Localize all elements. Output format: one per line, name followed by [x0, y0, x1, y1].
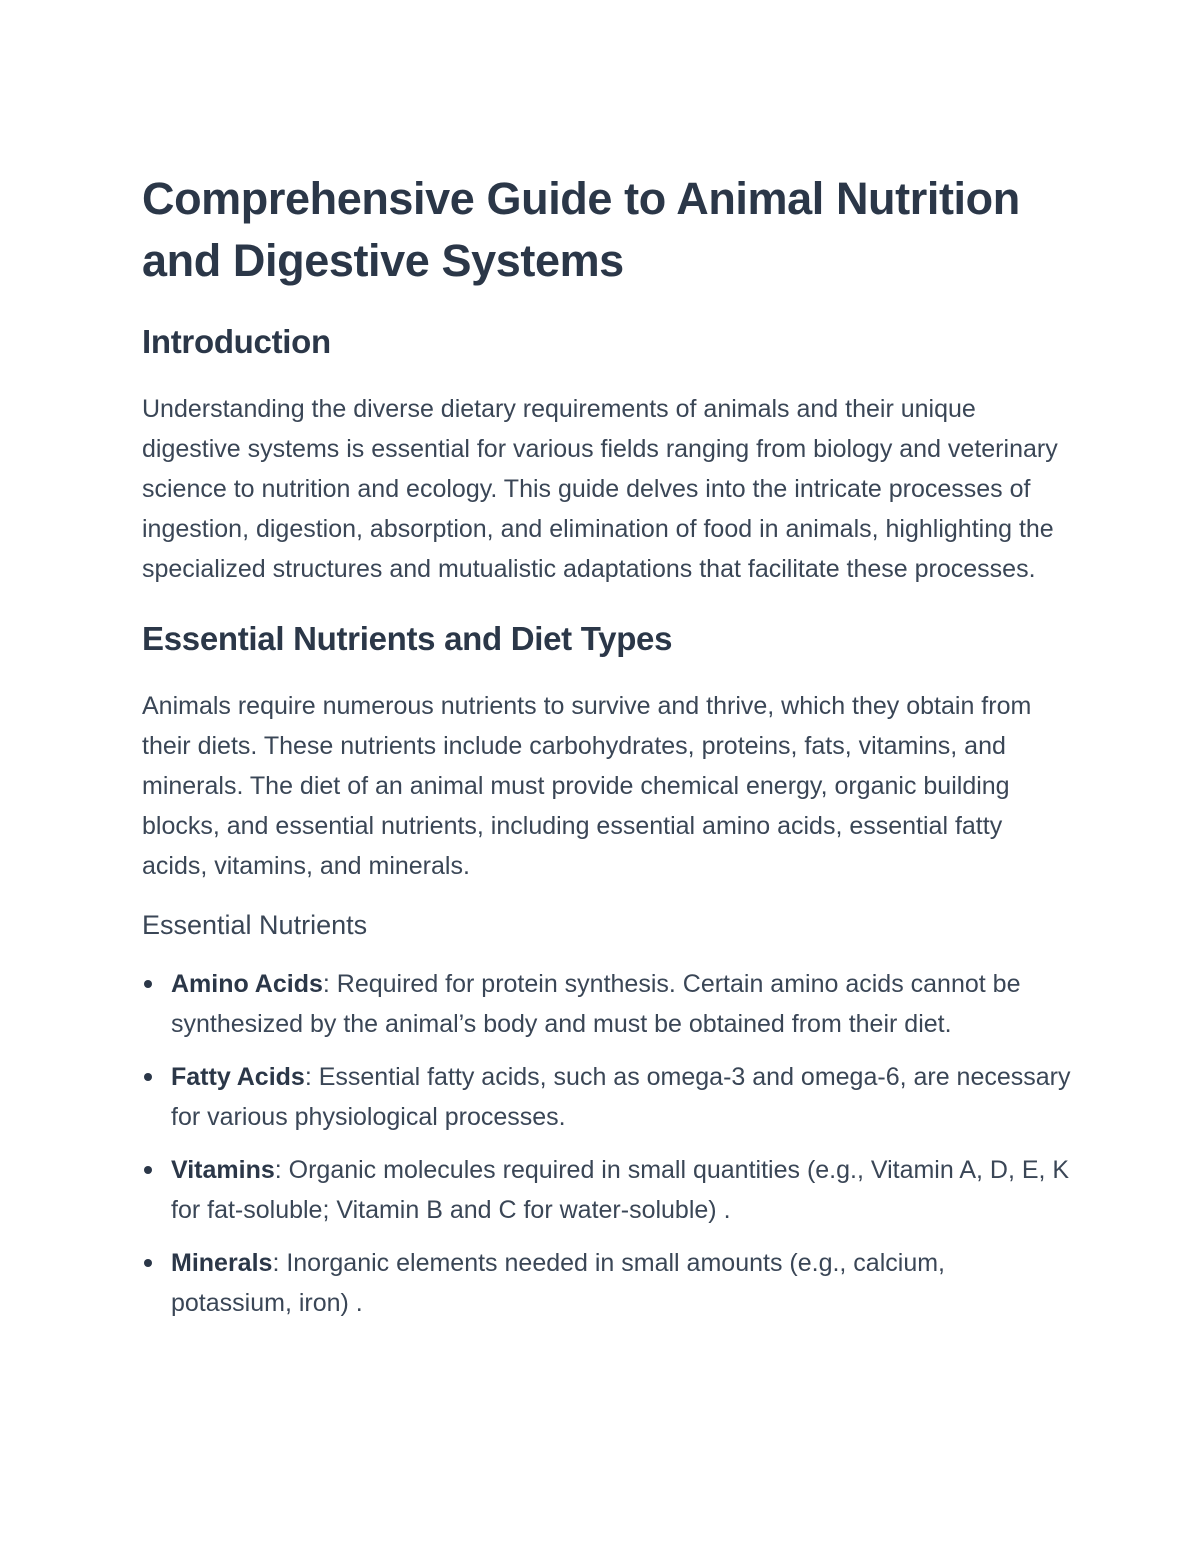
- list-item: [142, 1150, 1072, 1230]
- essential-nutrients-subheading: Essential Nutrients: [142, 910, 368, 940]
- nutrient-list: [142, 964, 1072, 1323]
- nutrient-term: Amino Acids: [171, 970, 323, 998]
- nutrient-term: Vitamins: [171, 1156, 275, 1184]
- document-title: Comprehensive Guide to Animal Nutrition and Digestive Systems: [142, 173, 1020, 286]
- list-item: [142, 1057, 1072, 1137]
- list-item: [142, 1243, 1072, 1323]
- nutrient-term: Minerals: [171, 1249, 273, 1277]
- nutrient-term: Fatty Acids: [171, 1063, 305, 1091]
- bullet-icon: [144, 980, 152, 988]
- nutrient-description: : Essential fatty acids, such as omega-3 and omega-6, are necessary for various physiological processes.: [171, 1063, 1071, 1131]
- bullet-icon: [144, 1259, 152, 1267]
- list-item: [142, 964, 1072, 1044]
- document-page: [142, 168, 1072, 1336]
- nutrients-section-heading: Essential Nutrients and Diet Types: [142, 620, 673, 657]
- introduction-paragraph: Understanding the diverse dietary requirements of animals and their unique digestive systems is essential for various fields ranging from biology and veterinary science to nutrition and ecology. This guide delves into the intricate processes of ingestion, digestion, absorption, and elimination of food in animals, highlighting the specialized structures and mutualistic adaptations that facilitate these processes.: [142, 395, 1058, 583]
- nutrient-description: : Required for protein synthesis. Certain amino acids cannot be synthesized by the animal’s body and must be obtained from their diet.: [171, 970, 1021, 1038]
- nutrient-description: : Organic molecules required in small quantities (e.g., Vitamin A, D, E, K for fat-soluble; Vitamin B and C for water-soluble) .: [171, 1156, 1070, 1224]
- nutrient-description: : Inorganic elements needed in small amounts (e.g., calcium, potassium, iron) .: [171, 1249, 945, 1317]
- bullet-icon: [144, 1073, 152, 1081]
- nutrients-section-paragraph: Animals require numerous nutrients to survive and thrive, which they obtain from their diets. These nutrients include carbohydrates, proteins, fats, vitamins, and minerals. The diet of an animal must provide chemical energy, organic building blocks, and essential nutrients, including essential amino acids, essential fatty acids, vitamins, and minerals.: [142, 692, 1032, 880]
- introduction-heading: Introduction: [142, 323, 331, 360]
- bullet-icon: [144, 1166, 152, 1174]
